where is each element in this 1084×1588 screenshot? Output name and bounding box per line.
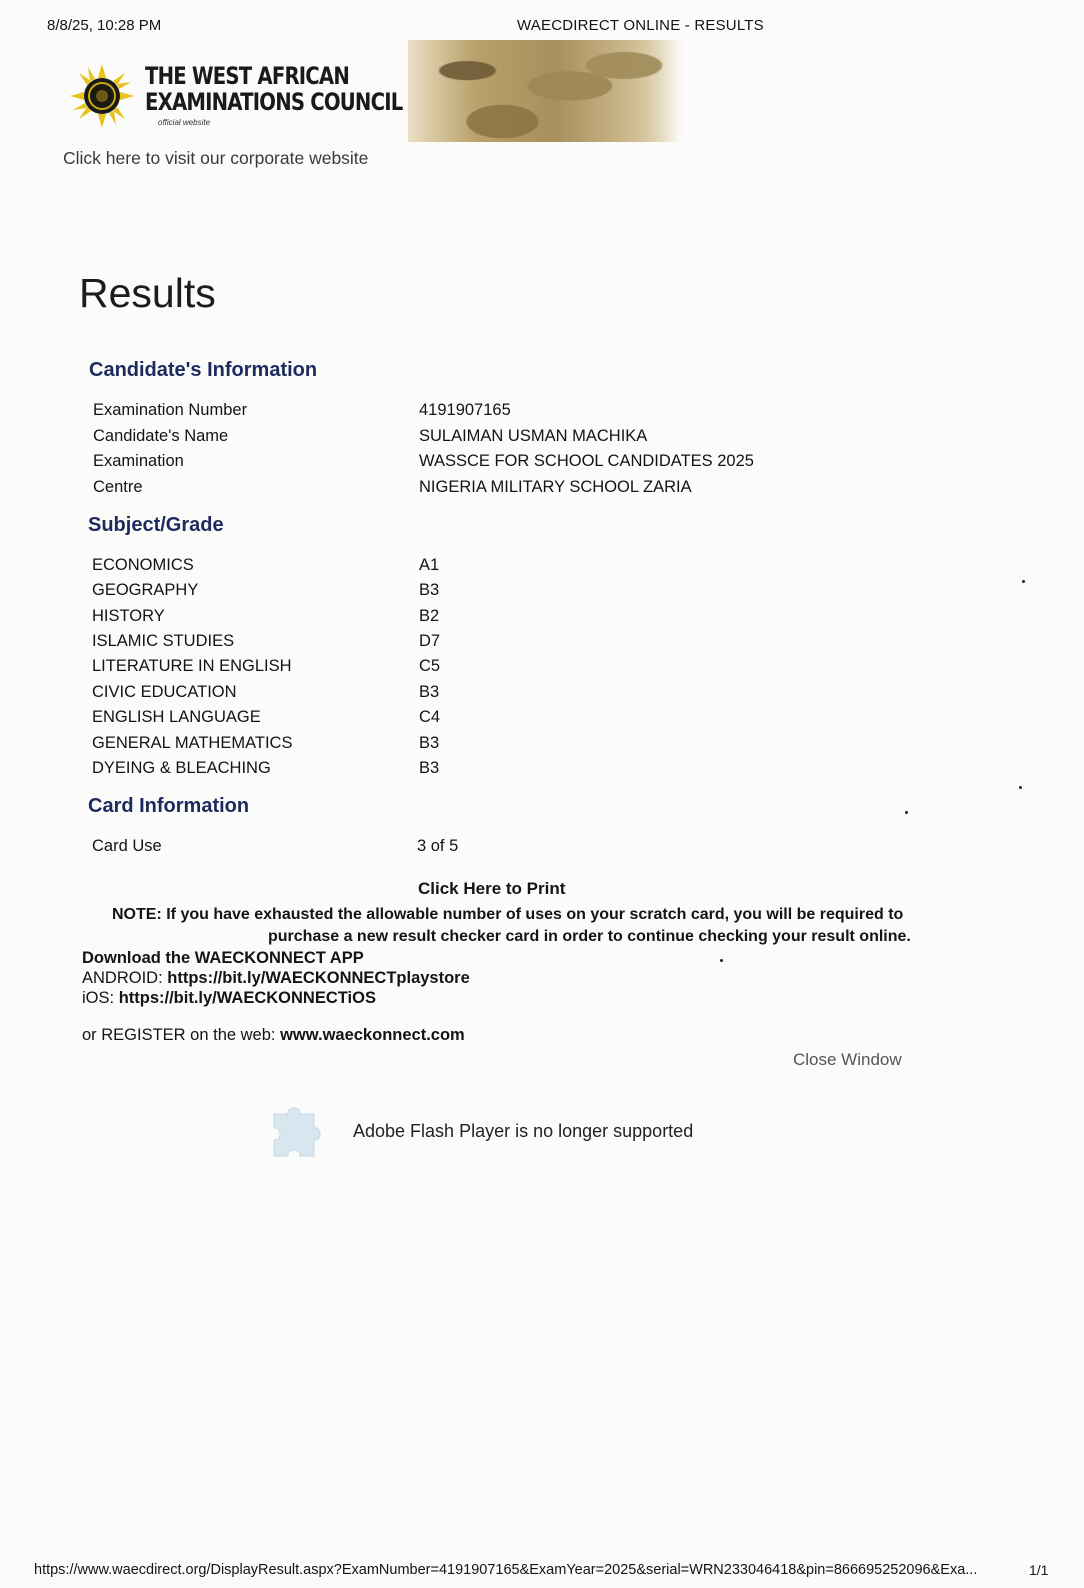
- page-title: Results: [79, 270, 216, 316]
- scan-speck: [720, 959, 723, 962]
- subject-name: ISLAMIC STUDIES: [92, 632, 235, 650]
- subject-name: HISTORY: [92, 607, 165, 625]
- ios-label: iOS:: [82, 989, 115, 1007]
- candidate-name-value: SULAIMAN USMAN MACHIKA: [419, 427, 648, 445]
- subject-name: ECONOMICS: [92, 556, 194, 574]
- subject-grade: D7: [419, 632, 441, 650]
- flash-unsupported-message: Adobe Flash Player is no longer supported: [353, 1121, 694, 1141]
- centre-label: Centre: [93, 478, 143, 496]
- subject-grade-heading: Subject/Grade: [88, 514, 224, 536]
- logo-line-2: EXAMINATIONS COUNCIL: [145, 88, 403, 116]
- print-datetime: 8/8/25, 10:28 PM: [47, 17, 162, 34]
- ios-link[interactable]: https://bit.ly/WAECKONNECTiOS: [118, 989, 376, 1007]
- close-window-button[interactable]: Close Window: [793, 1050, 902, 1069]
- scan-speck: [905, 811, 908, 814]
- corporate-website-link[interactable]: Click here to visit our corporate website: [63, 148, 369, 168]
- subject-name: DYEING & BLEACHING: [92, 759, 271, 777]
- app-download-block: [82, 948, 470, 1008]
- exam-number-value: 4191907165: [419, 401, 511, 419]
- card-info-heading: Card Information: [88, 795, 250, 817]
- scan-speck: [1019, 786, 1022, 789]
- subject-grade: B3: [419, 581, 440, 599]
- subject-grade: B3: [419, 759, 440, 777]
- print-button[interactable]: Click Here to Print: [418, 879, 566, 898]
- subject-name: GEOGRAPHY: [92, 581, 199, 599]
- register-label: or REGISTER on the web:: [82, 1026, 276, 1044]
- register-line: [82, 1026, 465, 1045]
- logo-line-1: THE WEST AFRICAN: [145, 62, 349, 90]
- subject-grade: B2: [419, 607, 440, 625]
- candidate-name-label: Candidate's Name: [93, 427, 229, 445]
- logo-subtitle: official website: [158, 118, 211, 127]
- subject-name: LITERATURE IN ENGLISH: [92, 657, 292, 675]
- print-footer-url: https://www.waecdirect.org/DisplayResult.aspx?ExamNumber=4191907165&ExamYear=2025&serial=WRN233046418&pin=866695252096&Exa...: [34, 1562, 978, 1578]
- card-use-label: Card Use: [92, 837, 162, 855]
- print-page-title: WAECDIRECT ONLINE - RESULTS: [517, 17, 764, 34]
- android-label: ANDROID:: [82, 969, 163, 987]
- subject-name: GENERAL MATHEMATICS: [92, 734, 293, 752]
- candidate-info-heading: Candidate's Information: [89, 359, 318, 381]
- print-page-number: 1/1: [1029, 1562, 1049, 1578]
- examination-label: Examination: [93, 452, 184, 470]
- note-line-1: If you have exhausted the allowable number of uses on your scratch card, you will be required to: [166, 906, 904, 923]
- waec-logo-text: [145, 63, 402, 115]
- exam-number-label: Examination Number: [93, 401, 248, 419]
- scratch-card-note: [112, 904, 932, 948]
- note-line-2: purchase a new result checker card in order to continue checking your result online.: [268, 928, 911, 945]
- banner-photo: [408, 40, 678, 142]
- waec-logo-emblem-icon: [70, 64, 134, 128]
- subject-grade: B3: [419, 734, 440, 752]
- subject-name: ENGLISH LANGUAGE: [92, 708, 261, 726]
- note-prefix: NOTE:: [112, 906, 162, 923]
- subject-grade: C5: [419, 657, 441, 675]
- examination-value: WASSCE FOR SCHOOL CANDIDATES 2025: [419, 452, 754, 470]
- scan-speck: [1022, 580, 1025, 583]
- subject-grade: C4: [419, 708, 441, 726]
- app-heading: Download the WAECKONNECT APP: [82, 949, 364, 967]
- android-link[interactable]: https://bit.ly/WAECKONNECTplaystore: [167, 969, 470, 987]
- register-link[interactable]: www.waeckonnect.com: [280, 1026, 465, 1044]
- subject-grade: B3: [419, 683, 440, 701]
- subject-grade: A1: [419, 556, 440, 574]
- centre-value: NIGERIA MILITARY SCHOOL ZARIA: [419, 478, 692, 496]
- card-use-value: 3 of 5: [417, 837, 459, 855]
- subject-name: CIVIC EDUCATION: [92, 683, 237, 701]
- puzzle-plugin-icon: [270, 1100, 328, 1160]
